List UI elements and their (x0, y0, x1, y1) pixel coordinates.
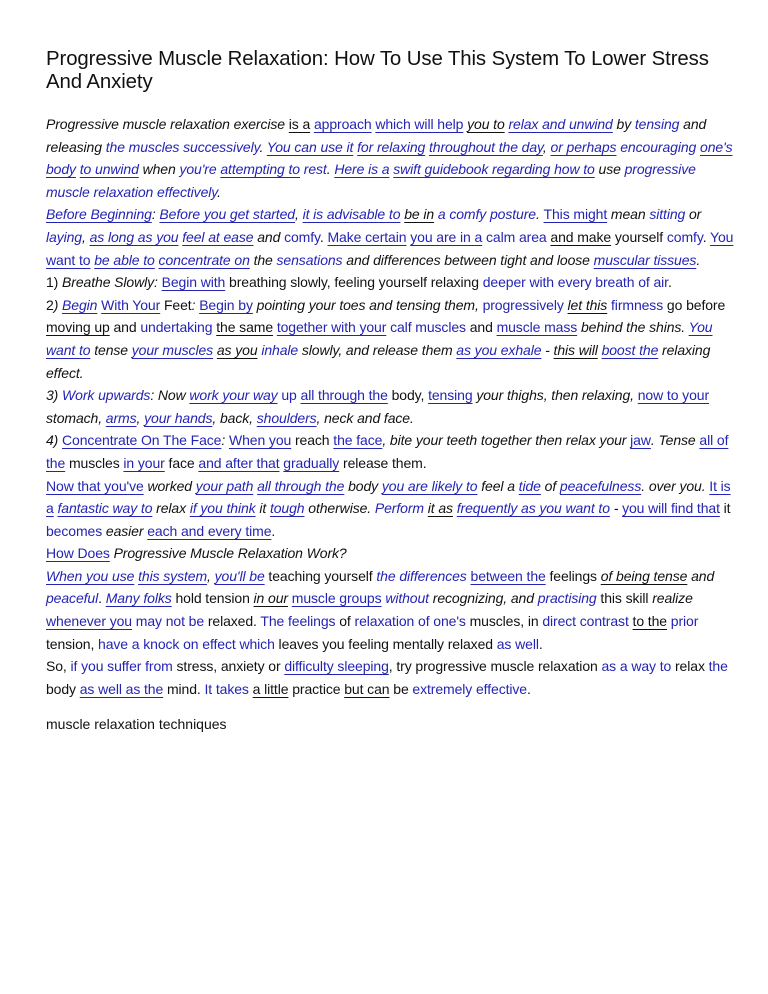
keyword-link[interactable]: all through the (300, 387, 388, 404)
keyword-link[interactable]: inhale (261, 341, 299, 358)
keyword-link[interactable]: extremely effective (412, 680, 527, 697)
keyword-link[interactable]: may not be (135, 613, 205, 630)
paragraph-8 (46, 542, 736, 565)
text-run: pointing your toes and tensing them, (252, 296, 483, 313)
text-run: 3) (46, 387, 63, 404)
keyword-link[interactable]: the differences (376, 567, 467, 584)
text-run: and differences between tight and loose (342, 251, 594, 268)
text-run: yourself (611, 228, 667, 245)
keyword-link[interactable]: a little (252, 680, 289, 697)
text-run: . (319, 228, 328, 245)
text-run: use (594, 161, 625, 178)
keyword-link[interactable]: frequently as you want to (456, 500, 610, 517)
text-run: this skill (596, 590, 653, 607)
paragraph-2 (46, 203, 736, 271)
text-run: . (702, 228, 711, 245)
keyword-link[interactable]: This might (543, 206, 608, 223)
keyword-link[interactable]: without (385, 590, 429, 607)
text-run: relaxing effect. (46, 341, 711, 381)
keyword-link[interactable]: muscle mass (496, 319, 578, 336)
keyword-link[interactable]: practising (537, 590, 597, 607)
text-run: . over you. (641, 477, 710, 494)
keyword-link[interactable]: moving up (46, 319, 110, 336)
text-run: . Tense (650, 432, 700, 449)
keyword-link[interactable]: each and every time (147, 522, 272, 539)
keyword-link[interactable]: concentrate on (158, 251, 250, 268)
text-run: Breathe Slowly: (62, 274, 158, 291)
keyword-link[interactable]: let this (567, 296, 608, 313)
paragraph-6 (46, 429, 736, 474)
keyword-link[interactable]: tide (518, 477, 541, 494)
text-run: the (249, 251, 277, 268)
keyword-link[interactable]: one's body (46, 138, 733, 178)
text-run: of (540, 477, 560, 494)
keyword-link[interactable]: up (281, 387, 297, 404)
text-run: . (526, 680, 531, 697)
keyword-link[interactable]: Before you get started (159, 206, 295, 223)
keyword-link[interactable]: Make certain (327, 228, 407, 245)
text-run: . (535, 206, 544, 223)
text-run: - (609, 500, 623, 517)
text-run: Feet (160, 296, 192, 313)
keyword-link[interactable]: relax and unwind (508, 116, 613, 132)
text-run: , neck and face. (316, 409, 414, 426)
text-run: : (151, 206, 160, 223)
text-run: teaching yourself (264, 567, 377, 584)
text-run: . (259, 138, 267, 155)
text-run: . (696, 251, 701, 268)
text-run: , (207, 567, 215, 584)
keyword-link[interactable]: to unwind (79, 161, 139, 178)
keyword-link[interactable]: Here is a (334, 161, 390, 178)
text-run: muscles (65, 454, 124, 471)
keyword-link[interactable]: which will help (375, 116, 464, 132)
keyword-link[interactable]: Begin by (199, 296, 253, 313)
text-run: leaves you feeling mentally relaxed (274, 635, 497, 652)
keyword-link[interactable]: gradually (283, 454, 340, 471)
keyword-link[interactable]: between the (470, 567, 546, 584)
keyword-link[interactable]: now to your (637, 387, 710, 404)
keyword-link[interactable]: You want to (46, 319, 713, 358)
keyword-link[interactable]: be able to (94, 251, 155, 268)
keyword-link[interactable]: have a knock on effect which (98, 635, 275, 652)
text-run: worked (143, 477, 196, 494)
keyword-link[interactable]: undertaking (140, 319, 213, 336)
keyword-link[interactable]: all through the (257, 477, 345, 494)
keyword-link[interactable]: muscle groups (291, 590, 382, 607)
keyword-link[interactable]: difficulty sleeping (284, 658, 389, 675)
text-run: So, (46, 658, 71, 675)
text-run: . (217, 183, 221, 200)
text-run: 1) (46, 274, 63, 291)
document-page (46, 48, 736, 734)
text-run: realize (652, 590, 693, 607)
text-run: Progressive Muscle Relaxation Work? (109, 545, 347, 562)
keyword-link[interactable]: feel at ease (182, 228, 254, 245)
keyword-link[interactable]: Before Beginning (46, 206, 152, 223)
keyword-link[interactable]: progressively (482, 296, 564, 313)
text-run: or (685, 206, 702, 223)
text-run: mean (607, 206, 650, 223)
text-run: , (81, 228, 90, 245)
keyword-link[interactable]: you're (179, 161, 217, 178)
keyword-link[interactable]: a comfy posture (437, 206, 536, 223)
keyword-link[interactable]: Work upwards (62, 387, 151, 404)
text-run: . (98, 590, 106, 607)
keyword-link[interactable]: work your way (189, 387, 278, 404)
text-run: : (221, 432, 229, 449)
keyword-link[interactable]: becomes (46, 522, 103, 539)
text-run: , try progressive muscle relaxation (388, 658, 602, 675)
text-run: body, (387, 387, 429, 404)
text-run: : Now (150, 387, 190, 404)
paragraph-9 (46, 565, 736, 655)
keyword-link[interactable]: When you (228, 432, 292, 449)
keyword-link[interactable]: to the (632, 613, 667, 630)
keyword-link[interactable]: attempting to (220, 161, 300, 178)
text-run: slowly, and release them (298, 341, 457, 358)
keyword-link[interactable]: You can use it (266, 138, 354, 155)
keyword-link[interactable]: together with your (276, 319, 387, 336)
keyword-link[interactable]: shoulders (256, 409, 317, 426)
keyword-link[interactable]: it as (427, 500, 453, 517)
keyword-link[interactable]: boost the (601, 341, 659, 358)
keyword-link[interactable]: you will find that (622, 500, 720, 517)
keyword-link[interactable]: comfy (666, 228, 703, 245)
keyword-link[interactable]: Begin with (161, 274, 226, 291)
text-run: breathing slowly, feeling yourself relaxing (225, 274, 483, 291)
keyword-link[interactable]: be in (404, 206, 435, 223)
keyword-link[interactable]: Now that you've (46, 477, 144, 494)
text-run: of (335, 613, 355, 630)
text-run: mind. (163, 680, 205, 697)
text-run: . (271, 522, 276, 539)
text-run: otherwise. (304, 500, 375, 517)
text-run: , (136, 409, 145, 426)
text-run: and releasing (46, 116, 707, 155)
keyword-link[interactable]: your muscles (131, 341, 214, 358)
keyword-link[interactable]: muscular tissues (593, 251, 697, 268)
text-run: face (164, 454, 199, 471)
keyword-link[interactable]: but can (344, 680, 390, 697)
paragraph-7 (46, 475, 736, 543)
keyword-link[interactable]: all of the (46, 432, 729, 471)
keyword-link[interactable]: the same (216, 319, 274, 336)
text-run: relaxed. (204, 613, 261, 630)
keyword-link[interactable]: laying (46, 228, 82, 245)
keyword-link[interactable]: jaw (630, 432, 651, 449)
text-run: feel a (477, 477, 519, 494)
text-run: , back, (212, 409, 257, 426)
keyword-link[interactable]: this will (553, 341, 598, 358)
text-run: go before (663, 296, 726, 313)
text-run: Progressive muscle relaxation exercise (46, 116, 289, 132)
keyword-link[interactable]: in our (253, 590, 288, 607)
keyword-link[interactable]: tensing (428, 387, 473, 404)
text-run: when (138, 161, 180, 178)
keyword-link[interactable]: and make (550, 228, 612, 245)
keyword-link[interactable]: the (708, 658, 728, 675)
keyword-link[interactable]: approach (313, 116, 372, 132)
text-run: and (253, 228, 285, 245)
keyword-link[interactable]: rest (303, 161, 327, 178)
keyword-link[interactable]: How Does (46, 545, 110, 562)
text-run: 2 (46, 296, 54, 313)
keyword-link[interactable]: your hands (144, 409, 213, 426)
keyword-link[interactable]: as you exhale (456, 341, 542, 358)
keyword-link[interactable]: You want to (46, 228, 734, 268)
text-run: be (389, 680, 413, 697)
keyword-link[interactable]: you to (467, 116, 505, 132)
footer-keyword: muscle relaxation techniques (46, 716, 227, 733)
paragraph-1 (46, 113, 736, 203)
keyword-link[interactable]: firmness (611, 296, 664, 313)
text-run: by (612, 116, 635, 132)
text-run: easier (102, 522, 148, 539)
keyword-link[interactable]: deeper with every breath of air (482, 274, 668, 291)
keyword-link[interactable]: this system (138, 567, 208, 584)
text-run: reach (291, 432, 334, 449)
keyword-link[interactable]: With Your (101, 296, 161, 313)
keyword-link[interactable]: calf muscles (390, 319, 466, 336)
keyword-link[interactable]: you'll be (214, 567, 265, 584)
keyword-link[interactable]: The feelings (260, 613, 336, 630)
paragraph-3 (46, 271, 736, 294)
keyword-link[interactable]: Concentrate On The Face (62, 432, 222, 449)
text-run: muscles, in (465, 613, 543, 630)
text-run: 4) (46, 432, 63, 449)
text-run: - (541, 341, 554, 358)
keyword-link[interactable]: for relaxing (357, 138, 426, 155)
keyword-link[interactable]: as long as you (89, 228, 179, 245)
keyword-link[interactable]: as you (216, 341, 258, 358)
keyword-link[interactable]: direct contrast (542, 613, 629, 630)
text-run: tense (90, 341, 132, 358)
text-run: stomach, (46, 409, 106, 426)
paragraph-10 (46, 655, 736, 700)
text-run: stress, anxiety or (172, 658, 285, 675)
keyword-link[interactable]: you are likely to (381, 477, 478, 494)
text-run: tension, (46, 635, 99, 652)
keyword-link[interactable]: Perform (374, 500, 424, 517)
keyword-link[interactable]: calm area (486, 228, 547, 245)
keyword-link[interactable]: encouraging (620, 138, 697, 155)
keyword-link[interactable]: the face (333, 432, 383, 449)
keyword-link[interactable]: It takes (204, 680, 249, 697)
keyword-link[interactable]: your path (195, 477, 254, 494)
text-run: practice (288, 680, 345, 697)
text-run: , (542, 138, 551, 155)
keyword-link[interactable]: Begin (62, 296, 98, 313)
text-run: and (109, 319, 141, 336)
keyword-link[interactable]: if you suffer from (70, 658, 173, 675)
text-run: . (538, 635, 543, 652)
keyword-link[interactable]: peacefulness (559, 477, 642, 494)
keyword-link[interactable]: you are in a (410, 228, 483, 245)
article-body (46, 113, 736, 700)
text-run: it (255, 500, 270, 517)
keyword-link[interactable]: throughout the day (429, 138, 543, 155)
keyword-link[interactable]: tensing (634, 116, 680, 132)
text-run: , bite your teeth together then relax your (382, 432, 631, 449)
keyword-link[interactable]: as a way to (601, 658, 672, 675)
keyword-link[interactable]: progressive muscle relaxation effectively (46, 161, 696, 200)
keyword-link[interactable]: if you think (189, 500, 256, 517)
keyword-link[interactable]: swift guidebook regarding how to (393, 161, 595, 178)
keyword-link[interactable]: sitting (649, 206, 686, 223)
text-run: and (687, 567, 715, 584)
keyword-link[interactable]: and after that (198, 454, 280, 471)
keyword-link[interactable]: or perhaps (550, 138, 617, 155)
text-run: release them. (339, 454, 427, 471)
keyword-link[interactable]: relaxation of one's (354, 613, 466, 630)
text-run: relax (671, 658, 709, 675)
keyword-link[interactable]: peaceful (46, 590, 99, 607)
text-run: . (326, 161, 335, 178)
text-run: ) (53, 296, 63, 313)
keyword-link[interactable]: prior (670, 613, 699, 630)
text-run: body (46, 680, 80, 697)
paragraph-5 (46, 384, 736, 429)
text-run: it (719, 500, 731, 517)
text-run: body (344, 477, 382, 494)
keyword-link[interactable]: of being tense (600, 567, 688, 584)
keyword-link[interactable]: is a (288, 116, 311, 132)
keyword-link[interactable]: as well as the (79, 680, 164, 697)
text-run: recognizing, and (428, 590, 538, 607)
text-run: and (465, 319, 497, 336)
keyword-link[interactable]: arms (105, 409, 137, 426)
keyword-link[interactable]: When you use (46, 567, 135, 584)
keyword-link[interactable]: fantastic way to (57, 500, 153, 517)
keyword-link[interactable]: it is advisable to (302, 206, 401, 223)
keyword-link[interactable]: Many folks (105, 590, 172, 607)
text-run: feelings (545, 567, 601, 584)
page-title: Progressive Muscle Relaxation: How To Use This System To Lower Stress And Anxiety (46, 48, 709, 93)
text-run: your thighs, then relaxing, (472, 387, 638, 404)
text-run: behind the shins. (577, 319, 689, 336)
keyword-link[interactable]: the muscles successively (105, 138, 260, 155)
text-run: . (667, 274, 672, 291)
keyword-link[interactable]: whenever you (46, 613, 132, 630)
keyword-link[interactable]: as well (496, 635, 539, 652)
text-run: : (191, 296, 200, 313)
keyword-link[interactable]: It is a (46, 477, 731, 517)
keyword-link[interactable]: sensations (276, 251, 343, 268)
text-run: hold tension (171, 590, 254, 607)
text-run: relax (152, 500, 190, 517)
keyword-link[interactable]: tough (269, 500, 305, 517)
keyword-link[interactable]: comfy (284, 228, 320, 245)
paragraph-4 (46, 294, 736, 384)
keyword-link[interactable]: in your (123, 454, 165, 471)
text-run: , (294, 206, 303, 223)
